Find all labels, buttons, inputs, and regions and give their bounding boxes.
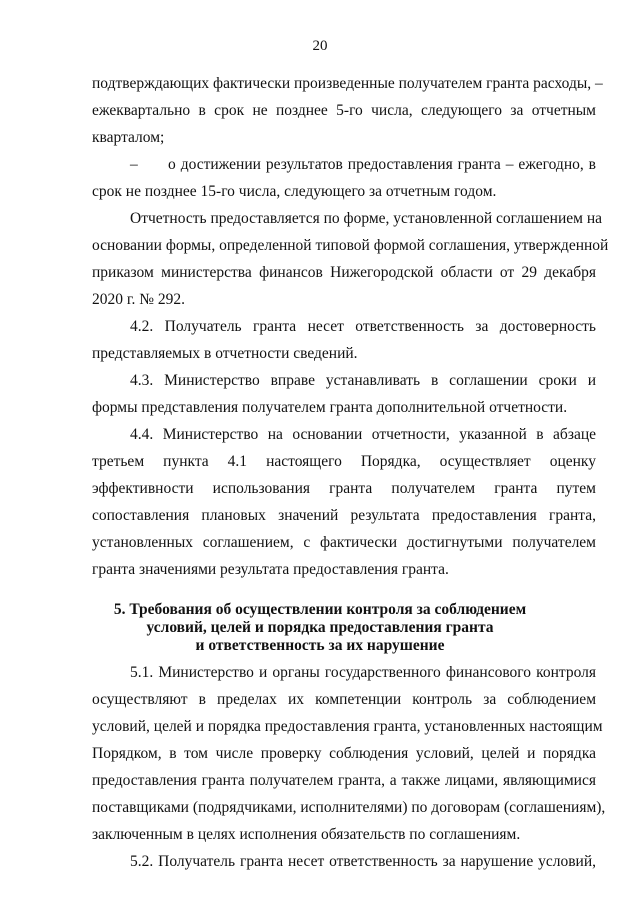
paragraph-4-3: 4.3. Министерство вправе устанавливать в соглашении сроки и <box>130 372 596 389</box>
page-number: 20 <box>312 38 328 54</box>
text-line: приказом министерства финансов Нижегородской области от 29 декабря <box>92 264 596 281</box>
text-line: осуществляют в пределах их компетенции контроль за соблюдением <box>92 691 596 708</box>
paragraph-first-line: Отчетность предоставляется по форме, установленной соглашением на <box>130 210 602 227</box>
text-line: ежеквартально в срок не позднее 5-го числа, следующего за отчетным <box>92 102 596 119</box>
text-line: условий, целей и порядка предоставления гранта, установленных настоящим <box>92 718 603 735</box>
text-line: представляемых в отчетности сведений. <box>92 345 358 362</box>
section-heading: и ответственность за их нарушение <box>195 637 445 654</box>
dash-marker: – <box>130 156 138 173</box>
text-line: основании формы, определенной типовой формой соглашения, утвержденной <box>92 237 609 254</box>
text-line: установленных соглашением, с фактически достигнутыми получателем <box>92 534 596 551</box>
paragraph-4-4: 4.4. Министерство на основании отчетности, указанной в абзаце <box>130 426 596 443</box>
text-line: 2020 г. № 292. <box>92 291 186 308</box>
section-heading: 5. Требования об осуществлении контроля за соблюдением <box>113 601 527 618</box>
section-heading: условий, целей и порядка предоставления гранта <box>146 619 494 636</box>
text-line: предоставления гранта получателем гранта, а также лицами, являющимися <box>92 772 596 789</box>
text-line: срок не позднее 15-го числа, следующего за отчетным годом. <box>92 183 497 200</box>
text-line: подтверждающих фактически произведенные получателем гранта расходы, – <box>92 75 603 92</box>
text-line: эффективности использования гранта получателем гранта путем <box>92 480 596 497</box>
text-line: третьем пункта 4.1 настоящего Порядка, осуществляет оценку <box>92 453 596 470</box>
text-line: кварталом; <box>92 129 165 146</box>
text-line: заключенным в целях исполнения обязательств по соглашениям. <box>92 826 521 843</box>
text-line: гранта значениями результата предоставления гранта. <box>92 561 449 578</box>
list-item <box>130 155 596 175</box>
text-line: Порядком, в том числе проверку соблюдения условий, целей и порядка <box>92 745 596 762</box>
paragraph-4-2: 4.2. Получатель гранта несет ответственность за достоверность <box>130 318 596 335</box>
text-line: сопоставления плановых значений результата предоставления гранта, <box>92 507 596 524</box>
paragraph-5-1: 5.1. Министерство и органы государственного финансового контроля <box>130 664 596 681</box>
list-item-text: о достижении результатов предоставления гранта – ежегодно, в <box>168 156 596 173</box>
text-line: поставщиками (подрядчиками, исполнителями) по договорам (соглашениям), <box>92 799 606 816</box>
paragraph-5-2: 5.2. Получатель гранта несет ответственность за нарушение условий, <box>130 853 596 870</box>
text-line: формы представления получателем гранта дополнительной отчетности. <box>92 399 568 416</box>
